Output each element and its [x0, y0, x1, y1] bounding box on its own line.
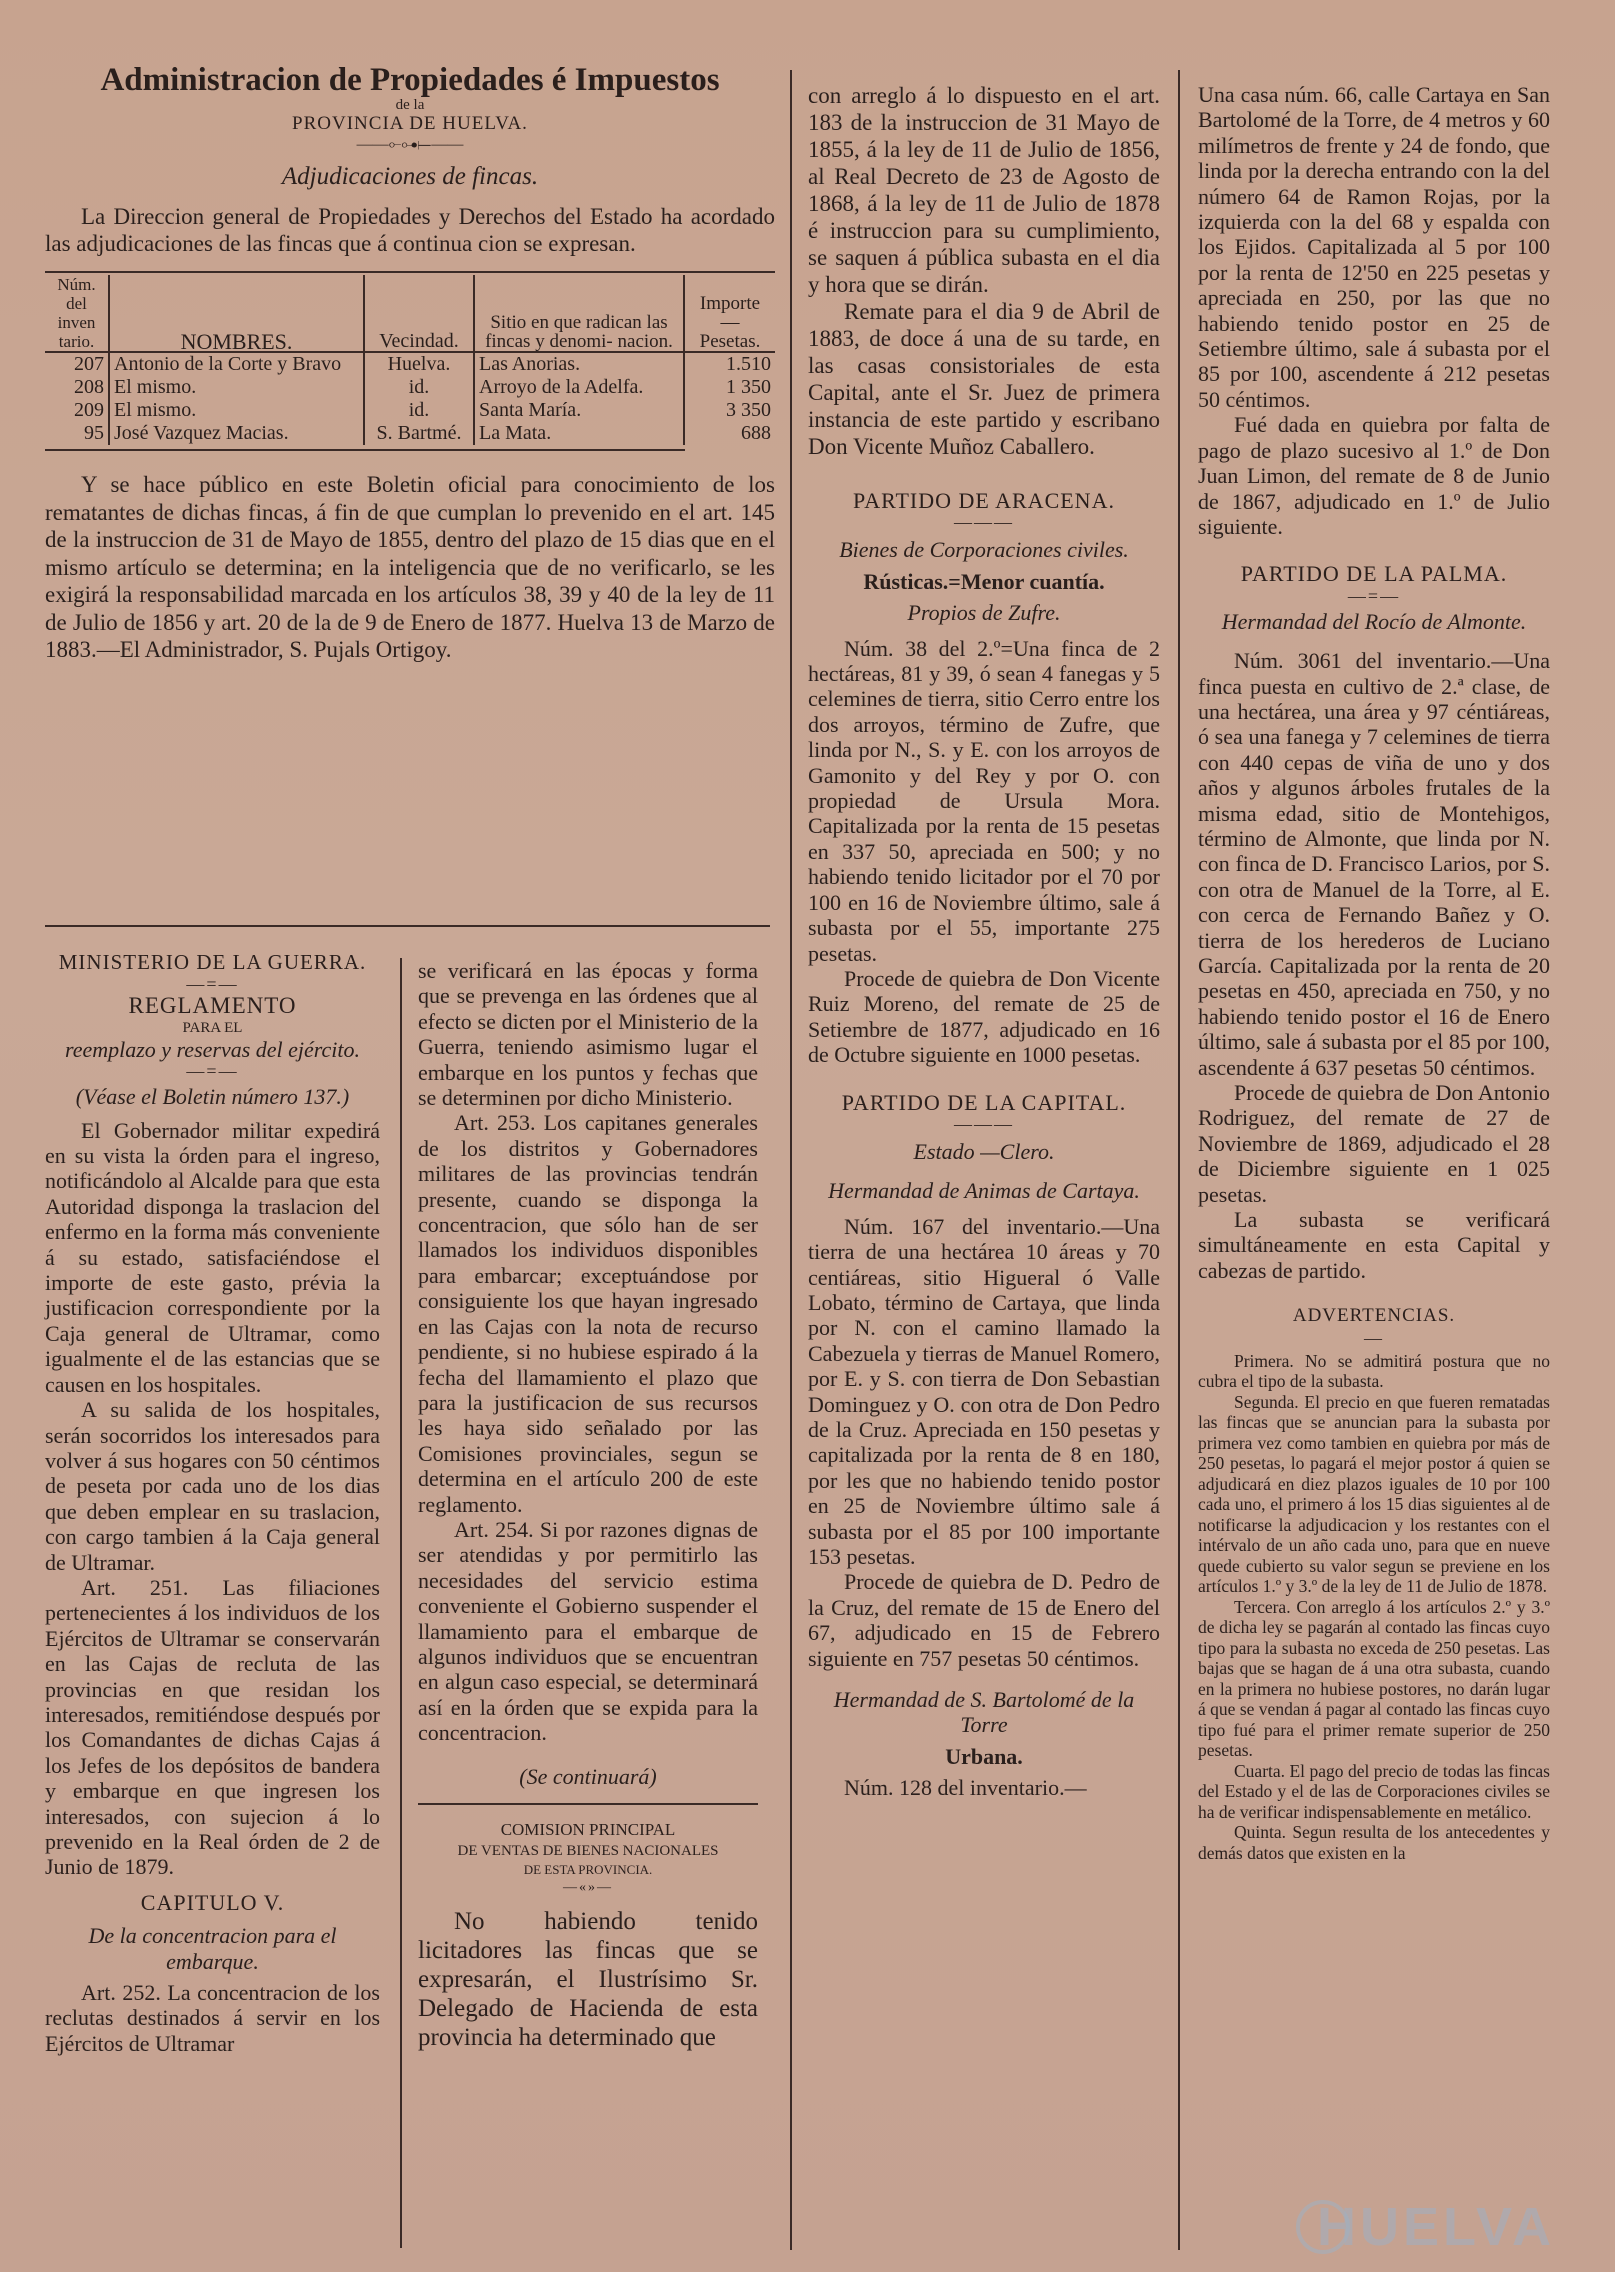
- dash: —=—: [1347, 585, 1401, 606]
- guerra-section: [45, 950, 380, 2056]
- column-divider: [790, 70, 792, 2250]
- table-row: [45, 422, 775, 445]
- paragraph: A su salida de los hospitales, serán socorridos los interesados para volver á sus hogares con 50 céntimos de peseta por cada uno de los dias que deben emplear en su traslacion, con cargo tambien á la Caja general de Ultramar.: [45, 1397, 380, 1575]
- paragraph: con arreglo á lo dispuesto en el art. 183 de la instruccion de 31 Mayo de 1855, á la ley de 11 de Julio de 1856, al Real Decreto de 23 de Agosto de 1868, á la ley de 11 de Julio de 1878 é instruccion para su cumplimiento, se saquen á pública subasta en el dia y hora que se dirán.: [808, 83, 1160, 297]
- cell-nombre: El mismo.: [109, 399, 364, 422]
- cell-vecindad: id.: [364, 399, 474, 422]
- column-divider: [400, 958, 402, 2248]
- subastas-column: [808, 82, 1160, 1801]
- subtitle: Adjudicaciones de fincas.: [281, 163, 539, 190]
- continuara-note: (Se continuará): [519, 1763, 657, 1789]
- paragraph: Art. 254. Si por razones dignas de ser atendidas y por permitirlo las necesidades del servicio estima conveniente el Gobierno suspender el llamamiento para el embarque de algunos individuos que se encuentran en algun caso especial, se determinará así en la órden que se expida para la concentracion.: [418, 1516, 758, 1746]
- paragraph: Una casa núm. 66, calle Cartaya en San Bartolomé de la Torre, de 4 metros y 60 milímetros de frente y 24 de fondo, que linda por la derecha entrando con la del número 64 de Ramon Rojas, por la izquierda con la del 68 y espalda con los Ejidos. Capitalizada al 5 por 100 por la renta de 12'50 en 225 pesetas y apreciada en 250, por las que no habiendo tenido postor en 25 de Setiembre último, sale á subasta por el 85 por 100, ascendente á 212 pesetas 50 céntimos.: [1198, 82, 1550, 412]
- provincia-heading: DE ESTA PROVINCIA.: [523, 1862, 653, 1877]
- estado-heading: Estado —Clero.: [913, 1138, 1055, 1164]
- reemplazo-heading: reemplazo y reservas del ejército.: [64, 1036, 361, 1062]
- capitulo-heading: CAPITULO V.: [140, 1889, 285, 1915]
- concentracion-heading: De la concentracion para el embarque.: [88, 1923, 337, 1974]
- cell-num: 209: [45, 399, 109, 422]
- hermandad-heading: Hermandad de Animas de Cartaya.: [828, 1178, 1140, 1204]
- th-num: Núm. del inven tario.: [45, 275, 109, 352]
- intro-paragraph: La Direccion general de Propiedades y Derechos del Estado ha acordado las adjudicaciones de las fincas que á continua cion se expresan.: [45, 204, 775, 256]
- paragraph: Procede de quiebra de Don Antonio Rodriguez, del remate de 27 de Noviembre de 1869, adjudicado el 28 de Diciembre siguiente en 1 025 pesetas.: [1198, 1080, 1550, 1207]
- th-importe: Importe — Pesetas.: [684, 275, 775, 352]
- dash: ———: [954, 1113, 1014, 1134]
- ornament: —«»—: [563, 1880, 613, 1895]
- fincas-table: [45, 275, 775, 445]
- urbana-heading: Urbana.: [945, 1743, 1023, 1769]
- table-row: [45, 352, 775, 376]
- partido-aracena-heading: PARTIDO DE ARACENA.: [853, 488, 1115, 513]
- watermark: HUELVA: [1317, 2197, 1555, 2257]
- table-row: [45, 399, 775, 422]
- cell-vecindad: id.: [364, 376, 474, 399]
- administracion-section: [45, 62, 775, 664]
- reglamento-heading: REGLAMENTO: [128, 993, 297, 1019]
- table-row: [45, 376, 775, 399]
- cell-nombre: Antonio de la Corte y Bravo: [109, 352, 364, 376]
- rocio-heading: Hermandad del Rocío de Almonte.: [1221, 608, 1527, 634]
- paragraph: Núm. 3061 del inventario.—Una finca puesta en cultivo de 2.ª clase, de una hectárea, una área y 97 céntiáreas, ó sea una fanega y 7 celemines de tierra con 440 cepas de viña de uno y dos años y algunos árboles frutales de la misma edad, sitio de Montehigos, término de Almonte, que linda por N. con finca de D. Francisco Larios, por S. con otra de Manuel de la Torre, al E. con cerca de Fernando Bañez y O. tierra de los herederos de Luciano García. Capitalizada por la renta de 20 pesetas en 450, apreciada en 750, y no habiendo tenido postor el 16 de Enero último, sale á subasta por el 85 por 100, ascendente á 637 pesetas 50 céntimos.: [1198, 648, 1550, 1080]
- paragraph: Art. 252. La concentracion de los reclutas destinados á servir en los Ejércitos de Ultramar: [45, 1980, 380, 2056]
- advertencia: Tercera. Con arreglo á los artículos 2.º y 3.º de dicha ley se pagarán al contado las fincas cuyo tipo para la subasta no exceda de 250 pesetas. Las bajas que se hagan de á una otra subasta, cuando en la primera no hubiese postores, no darán lugar á que se vendan á pagar al contado las fincas cuyo tipo fué para el primer remate superior de 250 pesetas.: [1198, 1596, 1550, 1761]
- paragraph: Núm. 167 del inventario.—Una tierra de una hectárea 10 áreas y 70 centiáreas, sitio Higueral ó Valle Lobato, término de Cartaya, que linda por N. con el camino llamado la Cabezuela y tierras de Manuel Romero, por E. y S. con tierra de Don Sebastian Dominguez y O. con otra de Don Pedro de la Cruz. Apreciada en 150 pesetas y capitalizada por la renta de 8 en 180, por les que no habiendo tenido postor en 25 de Noviembre último sale á subasta por el 85 por 100 importante 153 pesetas.: [808, 1213, 1160, 1570]
- partido-capital-heading: PARTIDO DE LA CAPITAL.: [841, 1089, 1127, 1115]
- ventas-heading: DE VENTAS DE BIENES NACIONALES: [457, 1843, 719, 1859]
- cell-nombre: El mismo.: [109, 376, 364, 399]
- th-vecindad: Vecindad.: [364, 275, 474, 352]
- dash: —=—: [186, 974, 239, 995]
- guerra-continuation: [418, 958, 758, 2052]
- paragraph: Fué dada en quiebra por falta de pago de plazo sucesivo al 1.º de Don Juan Limon, del remate de 8 de Junio de 1867, adjudicado en 1.º de Julio siguiente.: [1198, 412, 1550, 539]
- bienes-heading: Bienes de Corporaciones civiles.: [839, 537, 1129, 563]
- cell-sitio: Las Anorias.: [474, 352, 684, 376]
- th-sitio: Sitio en que radican las fincas y denomi- nacion.: [474, 275, 684, 352]
- cell-importe: 688: [741, 422, 771, 444]
- cell-vecindad: S. Bartmé.: [364, 422, 474, 445]
- cell-importe: 1.510: [726, 353, 771, 375]
- paragraph: se verificará en las épocas y forma que se prevenga en las órdenes que al efecto se dicten por el Ministerio de la Guerra, teniendo asimismo lugar el embarque en los puntos y fechas que se determinen por dicho Ministerio.: [418, 958, 758, 1111]
- publico-paragraph: Y se hace público en este Boletin oficial para conocimiento de los rematantes de dichas fincas, á fin de que cumplan lo prevenido en el art. 145 de la instruccion de 31 de Mayo de 1855, dentro del plazo de 15 dias que en el mismo artículo se determina; en la inteligencia que de no verificarlo, se les exigirá la responsabilidad marcada en los artículos 38, 39 y 40 de la ley de 11 de Julio de 1856 y art. 20 de la de 9 de Enero de 1877. Huelva 13 de Marzo de 1883.—El Administrador, S. Pujals Ortigoy.: [45, 472, 775, 662]
- cell-sitio: La Mata.: [474, 422, 684, 445]
- title-de: de la: [395, 97, 425, 113]
- cell-vecindad: Huelva.: [364, 352, 474, 376]
- dash: ———: [954, 512, 1014, 533]
- paragraph: Remate para el dia 9 de Abril de 1883, de doce á una de su tarde, en las casas consistoriales de esta Capital, ante el Sr. Juez de primera instancia de este partido y escribano Don Vicente Muñoz Caballero.: [808, 299, 1160, 459]
- column-divider: [1178, 70, 1180, 2250]
- paragraph: Núm. 38 del 2.º=Una finca de 2 hectáreas, 81 y 39, ó sean 4 fanegas y 5 celemines de tierra, sitio Cerro entre los dos arroyos, término de Zufre, que linda por N., S. y E. con los arroyos de Gamonito y del Rey y por O. con propiedad de Ursula Mora. Capitalizada por la renta de 15 pesetas en 337 50, apreciada en 500; y no habiendo tenido licitador por el 70 por 100 en 16 de Noviembre último, sale á subasta por el 55, importante 275 pesetas.: [808, 635, 1160, 966]
- cell-importe: 3 350: [726, 399, 771, 421]
- advertencias-heading: ADVERTENCIAS.: [1292, 1305, 1456, 1327]
- comision-heading: COMISION PRINCIPAL: [500, 1820, 676, 1839]
- cell-num: 95: [45, 422, 109, 445]
- paragraph: No habiendo tenido licitadores las fincas que se expresarán, el Ilustrísimo Sr. Delegado de Hacienda de esta provincia ha determinado que: [418, 1908, 758, 2051]
- cell-num: 208: [45, 376, 109, 399]
- section-rule: [45, 925, 770, 927]
- cell-sitio: Santa María.: [474, 399, 684, 422]
- cell-num: 207: [45, 352, 109, 376]
- province-title: PROVINCIA DE HUELVA.: [292, 113, 528, 134]
- cell-sitio: Arroyo de la Adelfa.: [474, 376, 684, 399]
- propios-heading: Propios de Zufre.: [907, 600, 1061, 626]
- section-title: Administracion de Propiedades é Impuestos: [100, 62, 720, 98]
- advertencia: Cuarta. El pago del precio de todas las fincas del Estado y el de las de Corporaciones civiles se ha de verificar indispensablemente en metálico.: [1198, 1760, 1550, 1822]
- cell-nombre: José Vazquez Macias.: [109, 422, 364, 445]
- dash: —=—: [186, 1061, 239, 1082]
- vease-note: (Véase el Boletin número 137.): [75, 1084, 350, 1110]
- paragraph: Núm. 128 del inventario.—: [844, 1775, 1087, 1801]
- paragraph: La subasta se verificará simultáneamente en esta Capital y cabezas de partido.: [1198, 1207, 1550, 1283]
- advertencia: Segunda. El precio en que fueren rematadas las fincas que se anuncian para la subasta por primera vez como tambien en quiebra por más de 250 pesetas, lo pagará el mejor postor á quien se adjudicará en diez plazos iguales de 10 por 100 cada uno, el primero á los 15 dias siguientes al de notificarse la adjudicacion y los restantes con el intérvalo de un año cada uno, para que en nueve quede cubierto su valor segun se previene en los artículos 1.º y 3.º de la ley de 11 de Julio de 1878.: [1198, 1391, 1550, 1597]
- para-el: PARA EL: [182, 1019, 243, 1036]
- advertencia: Quinta. Segun resulta de los antecedentes y demás datos que existen en la: [1198, 1822, 1550, 1863]
- advertencia: Primera. No se admitirá postura que no cubra el tipo de la subasta.: [1198, 1350, 1550, 1392]
- paragraph: Procede de quiebra de Don Vicente Ruiz Moreno, del remate de 25 de Setiembre de 1877, adjudicado en 16 de Octubre siguiente en 1000 pesetas.: [808, 965, 1160, 1068]
- paragraph: Procede de quiebra de D. Pedro de la Cruz, del remate de 15 de Enero del 67, adjudicado en 15 de Febrero siguiente en 757 pesetas 50 céntimos.: [808, 1569, 1160, 1671]
- cell-importe: 1 350: [726, 376, 771, 398]
- partido-palma-heading: PARTIDO DE LA PALMA.: [1240, 561, 1508, 587]
- ornament: ——⟜⊶⟝——: [356, 136, 464, 153]
- paragraph: El Gobernador militar expedirá en su vista la órden para el ingreso, notificándolo al Alcalde para que esta Autoridad disponga la traslacion del enfermo en la forma más conveniente á su estado, satisfaciéndose el importe de este gasto, prévia la justificacion correspondiente por la Caja general de Ultramar, como igualmente el de las estancias que se causen en los hospitales.: [45, 1117, 380, 1397]
- subastas-column-4: Una casa núm. 66, calle Cartaya en San Bartolomé de la Torre, de 4 metros y 60 milímetros de frente y 24 de fondo, que linda por la derecha entrando con la del número 64 de Ramon Rojas, por la izquierda con la del 68 y espalda con los Ejidos. Capitalizada al 5 por 100 por la renta de 12'50 en 225 pesetas y apreciada en 250, por las que no habiendo tenido postor en 25 de Setiembre último, sale á subasta por el 85 por 100, ascendente á 212 pesetas 50 céntimos. Fué dada en quiebra por falta de pago de plazo sucesivo al 1.º de Don Juan Limon, del remate de 8 de Junio de 1867, adjudicado en 1.º de Julio siguiente. PARTIDO DE LA PALMA. —=— Hermandad del Rocío de Almonte. Núm. 3061 del inventario.—Una finca puesta en cultivo de 2.ª clase, de una hectárea, una área y 97 céntiáreas, ó sea una fanega y 7 celemines de tierra con 440 cepas de viña de uno y dos años y algunos árboles frutales de la misma edad, sitio de Montehigos, término de Almonte, que linda por N. con finca de D. Francisco Larios, por S. con otra de Manuel de la Torre, al E. con cerca de Fernando Bañez y O. tierra de los herederos de Luciano García. Capitalizada por la renta de 20 pesetas en 450, apreciada en 750, y no habiendo tenido postor el 16 de Enero último, sale á subasta por el 85 por 100, ascendente á 637 pesetas 50 céntimos. Procede de quiebra de Don Antonio Rodriguez, del remate de 27 de Noviembre de 1869, adjudicado el 28 de Diciembre siguiente en 1 025 pesetas. La subasta se verificará simultáneamente en esta Capital y cabezas de partido. ADVERTENCIAS. — Primera. No se admitirá postura que no cubra el tipo de la subasta. Segunda. El precio en que fueren rematadas las fincas que se anuncian para la subasta por primera vez como tambien en quiebra por más de 250 pesetas, lo pagará el mejor postor á quien se adjudicará en diez plazos iguales de 10 por 100 cada uno, el primero á los 15 dias siguientes al de notificarse la adjudicacion y los restantes con el intérvalo de un año cada uno, para que en nueve quede cubierto su valor segun se previene en los artículos 1.º y 3.º de la ley de 11 de Julio de 1878. Tercera. Con arreglo á los artículos 2.º y 3.º de dicha ley se pagarán al contado las fincas cuyo tipo para la subasta no exceda de 250 pesetas. Las bajas que se hagan de á una otra subasta, cuando en la primera no hubiese postores, no darán lugar á que se vendan á pagar al contado las fincas cuyo tipo fué para el primer remate superior de 250 pesetas. Cuarta. El pago del precio de todas las fincas del Estado y el de las de Corporaciones civiles se ha de verificar indispensablemente en metálico. Quinta. Segun resulta de los antecedentes y demás datos que existen en la: [1198, 82, 1550, 1863]
- paragraph: Art. 253. Los capitanes generales de los distritos y Gobernadores militares de las provincias tendrán presente, cuando se disponga la concentracion, que sólo han de ser llamados los individuos disponibles para embarcar; exceptuándose por consiguiente los que hayan ingresado en las Cajas con la nota de recurso pendiente, si no hubiese espirado á la fecha del llamamiento el plazo que para la justificacion de sus recursos les haya sido señalado por las Comisiones provinciales, segun se determina en el artículo 200 de este reglamento.: [418, 1110, 758, 1517]
- bartolome-heading: Hermandad de S. Bartolomé de la Torre: [833, 1687, 1135, 1738]
- paragraph: Art. 251. Las filiaciones pertenecientes á los individuos de los Ejércitos de Ultramar se conservarán en las Cajas de recluta de las provincias en que residan los interesados, remitiéndose después por los Comandantes de dichas Cajas á los Jefes de los depósitos de bandera y embarque en que ingresen los interesados, con sujecion á lo prevenido en la Real órden de 2 de Junio de 1879.: [45, 1574, 380, 1880]
- th-nombres: NOMBRES.: [109, 275, 364, 352]
- ministerio-heading: MINISTERIO DE LA GUERRA.: [58, 950, 367, 974]
- rusticas-heading: Rústicas.=Menor cuantía.: [863, 568, 1105, 594]
